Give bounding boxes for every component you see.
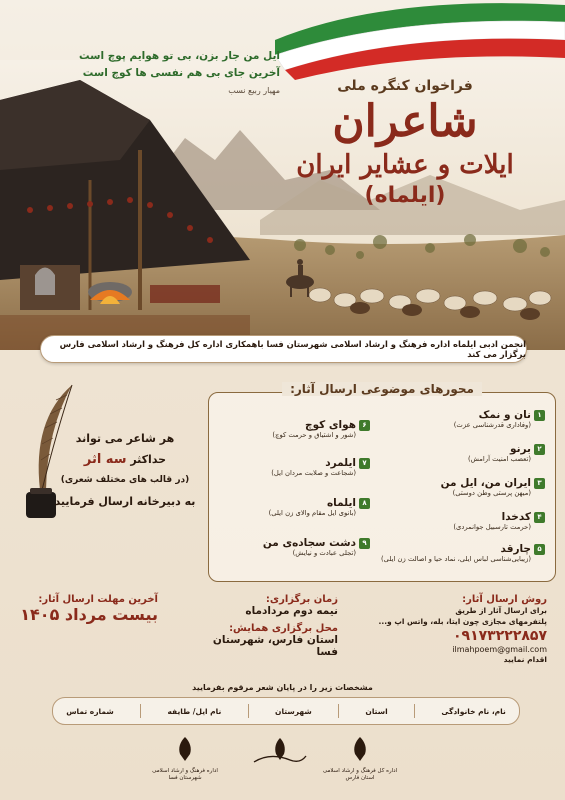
topic-name: دشت سجاده‌ی من bbox=[262, 537, 356, 549]
topic-number: ۸ bbox=[359, 498, 370, 509]
field-phone: شماره تماس bbox=[66, 706, 114, 716]
topic-desc: (وفاداری قدرشناسی عزت) bbox=[453, 421, 531, 429]
submission-label: روش ارسال آثار: bbox=[462, 594, 547, 605]
topic-name: نان و نمک bbox=[478, 409, 531, 421]
main-title: شاعران bbox=[332, 96, 478, 147]
quill-line-1: هر شاعر می تواند bbox=[75, 432, 175, 445]
topic-name: برنو bbox=[510, 443, 531, 455]
quill-panel bbox=[12, 400, 208, 550]
poem-verse bbox=[70, 48, 280, 99]
topic-desc: (شجاعت و صلابت مردان ایل) bbox=[271, 469, 356, 477]
topic-number: ۹ bbox=[359, 538, 370, 549]
quill-line-4: به دبیرخانه ارسال فرمایید bbox=[54, 495, 196, 508]
submission-block bbox=[357, 594, 547, 665]
divider bbox=[414, 704, 415, 718]
topic-name: کدخدا bbox=[501, 511, 531, 523]
topic-desc: (بانوی ایل مقام والای زن ایلی) bbox=[268, 509, 356, 517]
poem-author: مهیار ربیع نسب bbox=[228, 86, 280, 95]
kicker: فراخوان کنگره ملی bbox=[337, 78, 473, 94]
quill-line-3: (در قالب های مختلف شعری) bbox=[60, 475, 190, 485]
quill-line-2b: سه اثر bbox=[83, 452, 127, 467]
quill-text bbox=[50, 428, 200, 512]
topic-item bbox=[210, 457, 370, 477]
topic-name: ایلماه bbox=[326, 497, 356, 509]
info-section bbox=[12, 584, 553, 674]
submission-action: اقدام نمایید bbox=[503, 655, 547, 664]
place-value: استان فارس، شهرستان فسا bbox=[212, 634, 338, 658]
topic-desc: (زیبایی‌شناسی لباس ایلی، نماد حیا و اصالت زن ایلی) bbox=[381, 555, 531, 563]
topic-number: ۲ bbox=[534, 444, 545, 455]
logo-caption: اداره کل فرهنگ و ارشاد اسلامی استان فارس bbox=[322, 768, 398, 781]
topic-number: ۵ bbox=[534, 544, 545, 555]
form-fields-row bbox=[52, 697, 520, 725]
topic-number: ۶ bbox=[359, 420, 370, 431]
topic-desc: (تعصب امنیت آرامش) bbox=[467, 455, 531, 463]
time-value: نیمه دوم مردادماه bbox=[245, 605, 338, 617]
topic-item bbox=[385, 443, 545, 463]
title-block bbox=[285, 78, 525, 210]
logos-row bbox=[0, 734, 565, 794]
logo-calligraphy bbox=[240, 734, 320, 772]
field-tribe: نام ایل/ طایفه bbox=[167, 706, 222, 716]
sub-title: ایلات و عشایر ایران bbox=[296, 150, 514, 180]
topics-title: محورهای موضوعی ارسال آثار: bbox=[282, 382, 482, 396]
topic-desc: (شور و اشتیاق و حرمت کوچ) bbox=[272, 431, 356, 439]
topic-desc: (میهن پرستی وطن دوستی) bbox=[452, 489, 531, 497]
time-label: زمان برگزاری: bbox=[265, 594, 338, 605]
submission-line-1: برای ارسال آثار از طریق bbox=[455, 606, 547, 615]
deadline-value: بیست مرداد ۱۴۰۵ bbox=[20, 605, 158, 624]
topic-name: چارقد bbox=[500, 543, 531, 555]
topic-number: ۱ bbox=[534, 410, 545, 421]
submission-line-2: پلتفرمهای مجازی چون ایتا، بله، واتس اپ و... bbox=[378, 617, 547, 626]
deadline-label: آخرین مهلت ارسال آثار: bbox=[38, 594, 158, 605]
topic-item bbox=[385, 477, 545, 497]
form-title: مشخصات زیر را در پایان شعر مرقوم بفرمایید bbox=[192, 683, 373, 692]
logo-caption: اداره فرهنگ و ارشاد اسلامی شهرستان فسا bbox=[152, 768, 218, 781]
email-address[interactable]: ilmahpoem@gmail.com bbox=[452, 645, 547, 654]
field-city: شهرستان bbox=[275, 706, 312, 716]
topics-panel bbox=[208, 382, 556, 582]
emblem-icon bbox=[345, 734, 375, 764]
topic-number: ۳ bbox=[534, 478, 545, 489]
phone-number[interactable]: ۰۹۱۷۳۲۲۲۸۵۷ bbox=[453, 628, 547, 644]
topic-item bbox=[210, 537, 370, 557]
poem-line-1: ایل من جار بزن، بی تو هوایم پوچ است bbox=[79, 50, 280, 62]
topic-name: ایران من، ایل من bbox=[440, 477, 531, 489]
emblem-icon bbox=[250, 734, 310, 768]
topic-name: هوای کوچ bbox=[305, 419, 356, 431]
divider bbox=[248, 704, 249, 718]
deadline-block bbox=[18, 594, 158, 624]
topic-desc: (حرمت تارسبیل جوانمردی) bbox=[453, 523, 531, 531]
divider bbox=[338, 704, 339, 718]
logo-fars-culture bbox=[320, 734, 400, 782]
schedule-block bbox=[188, 594, 338, 658]
topic-item bbox=[370, 543, 545, 563]
topic-desc: (تجلی عبادت و نیایش) bbox=[292, 549, 356, 557]
topic-item bbox=[385, 511, 545, 531]
topic-item bbox=[210, 419, 370, 439]
field-name: نام، نام خانوادگی bbox=[441, 706, 506, 716]
topic-name: ایلمرد bbox=[325, 457, 356, 469]
topic-number: ۴ bbox=[534, 512, 545, 523]
topic-item bbox=[210, 497, 370, 517]
topic-item bbox=[385, 409, 545, 429]
poem-line-2: آخرین جای بی هم نفسی ها کوچ است bbox=[82, 67, 280, 79]
topic-number: ۷ bbox=[359, 458, 370, 469]
quill-line-2a: حداکثر bbox=[130, 453, 167, 466]
congress-tag: (ایلماه) bbox=[364, 183, 446, 208]
divider bbox=[140, 704, 141, 718]
place-label: محل برگزاری همایش: bbox=[229, 623, 338, 634]
field-province: استان bbox=[365, 706, 388, 716]
logo-fasa-culture bbox=[145, 734, 225, 782]
emblem-icon bbox=[170, 734, 200, 764]
flag-ribbon-graphic bbox=[265, 0, 565, 80]
intro-banner: انجمن ادبی ایلماه اداره فرهنگ و ارشاد اسلامی شهرستان فسا باهمکاری اداره کل فرهنگ و ارشاد اسلامی فارس برگزار می کند bbox=[40, 335, 527, 363]
